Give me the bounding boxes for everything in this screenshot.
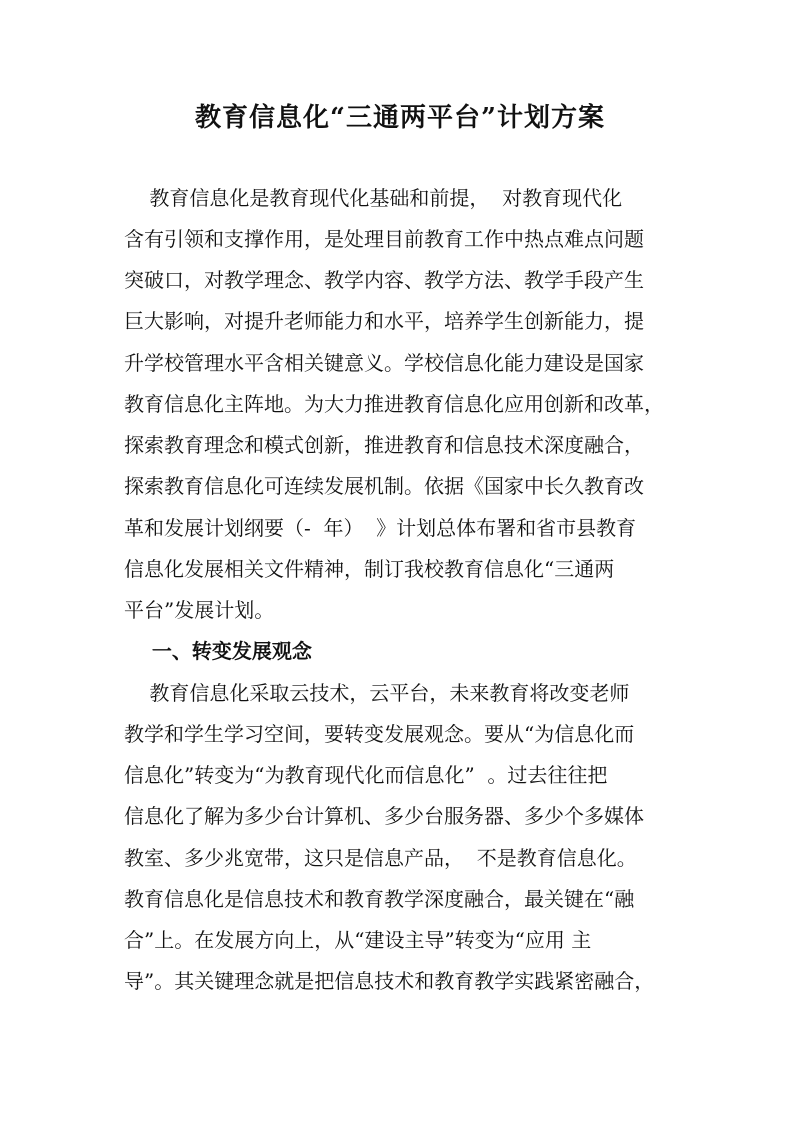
text-line: 平台”发展计划。 (124, 598, 275, 622)
text-line: 导”。其关键理念就是把信息技术和教育教学实践紧密融合， (124, 969, 655, 993)
text-line: 革和发展计划纲要（- 年） 》计划总体布署和省市县教育 (124, 516, 637, 540)
text-line: 教育信息化主阵地。为大力推进教育信息化应用创新和改革， (124, 392, 664, 416)
text-line: 探索教育理念和模式创新，推进教育和信息技术深度融合， (124, 433, 644, 457)
text-line: 升学校管理水平含相关键意义。学校信息化能力建设是国家 (124, 351, 644, 375)
text-line: 信息化”转变为“为教育现代化而信息化” 。过去往往把 (124, 763, 608, 787)
document-title: 教育信息化“三通两平台”计划方案 (195, 103, 605, 133)
text-line: 教室、多少兆宽带，这只是信息产品， 不是教育信息化。 (124, 846, 637, 870)
text-line: 合”上。在发展方向上，从“建设主导”转变为“应用 主 (124, 928, 592, 952)
text-line: 信息化发展相关文件精神，制订我校教育信息化“三通两 (124, 557, 615, 581)
text-line: 探索教育信息化可连续发展机制。依据《国家中长久教育改 (124, 474, 644, 498)
text-line: 巨大影响，对提升老师能力和水平，培养学生创新能力，提 (124, 309, 644, 333)
text-line: 突破口，对教学理念、教学内容、教学方法、教学手段产生 (124, 268, 644, 292)
text-line: 含有引领和支撑作用，是处理目前教育工作中热点难点问题 (124, 227, 644, 251)
text-line: 信息化了解为多少台计算机、多少台服务器、多少个多媒体 (124, 804, 644, 828)
text-line: 教学和学生学习空间，要转变发展观念。要从“为信息化而 (124, 722, 635, 746)
text-line: 教育信息化采取云技术，云平台，未来教育将改变老师 (124, 681, 630, 705)
text-line: 教育信息化是教育现代化基础和前提， 对教育现代化 (124, 186, 623, 210)
section-heading: 一、转变发展观念 (124, 639, 312, 663)
text-line: 教育信息化是信息技术和教育教学深度融合，最关键在“融 (124, 887, 635, 911)
